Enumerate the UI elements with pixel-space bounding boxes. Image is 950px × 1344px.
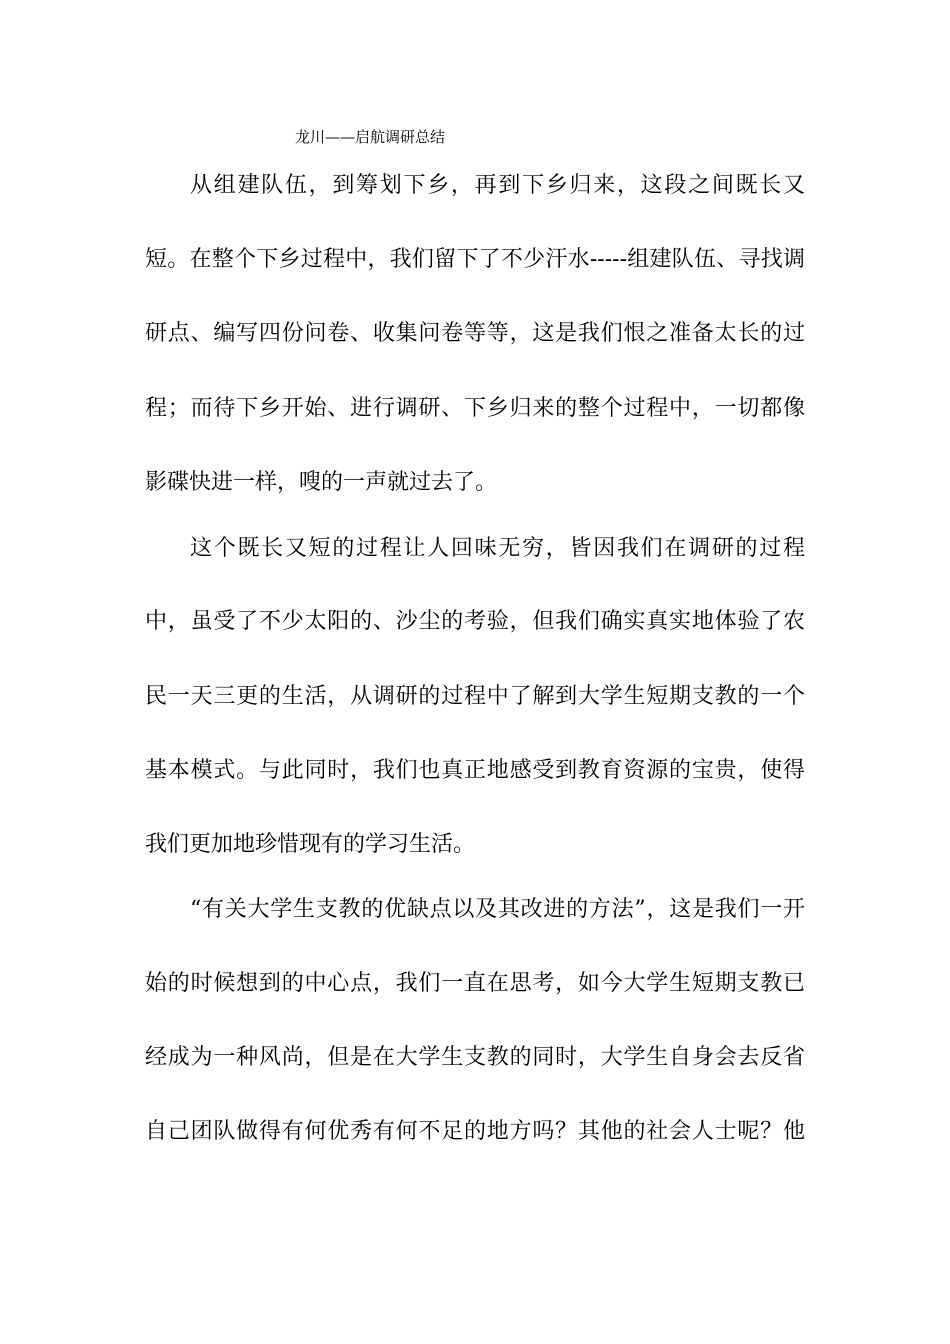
paragraph-1-line-3: 研点、编写四份问卷、收集问卷等等，这是我们恨之准备太长的过 xyxy=(145,321,805,346)
paragraph-1-line-1: 从组建队伍，到筹划下乡，再到下乡归来，这段之间既长又 xyxy=(190,173,805,198)
paragraph-1-line-2: 短。在整个下乡过程中，我们留下了不少汗水-----组建队伍、寻找调 xyxy=(145,247,805,272)
paragraph-2-line-5: 我们更加地珍惜现有的学习生活。 xyxy=(145,832,476,857)
document-title: 龙川——启航调研总结 xyxy=(295,128,446,146)
paragraph-3-line-2: 始的时候想到的中心点，我们一直在思考，如今大学生短期支教已 xyxy=(145,971,805,996)
paragraph-1-line-4: 程；而待下乡开始、进行调研、下乡归来的整个过程中，一切都像 xyxy=(145,396,805,421)
paragraph-2-line-1: 这个既长又短的过程让人回味无穷，皆因我们在调研的过程 xyxy=(190,536,805,561)
paragraph-2-line-3: 民一天三更的生活，从调研的过程中了解到大学生短期支教的一个 xyxy=(145,684,805,709)
paragraph-3-line-1: “有关大学生支教的优缺点以及其改进的方法”，这是我们一开 xyxy=(190,897,805,922)
paragraph-2-line-4: 基本模式。与此同时，我们也真正地感受到教育资源的宝贵，使得 xyxy=(145,758,805,783)
paragraph-3-line-3: 经成为一种风尚，但是在大学生支教的同时，大学生自身会去反省 xyxy=(145,1045,805,1070)
paragraph-3-line-4: 自己团队做得有何优秀有何不足的地方吗？其他的社会人士呢？他 xyxy=(145,1119,805,1144)
paragraph-2-line-2: 中，虽受了不少太阳的、沙尘的考验，但我们确实真实地体验了农 xyxy=(145,609,805,634)
paragraph-1-line-5: 影碟快进一样，嗖的一声就过去了。 xyxy=(145,470,498,495)
